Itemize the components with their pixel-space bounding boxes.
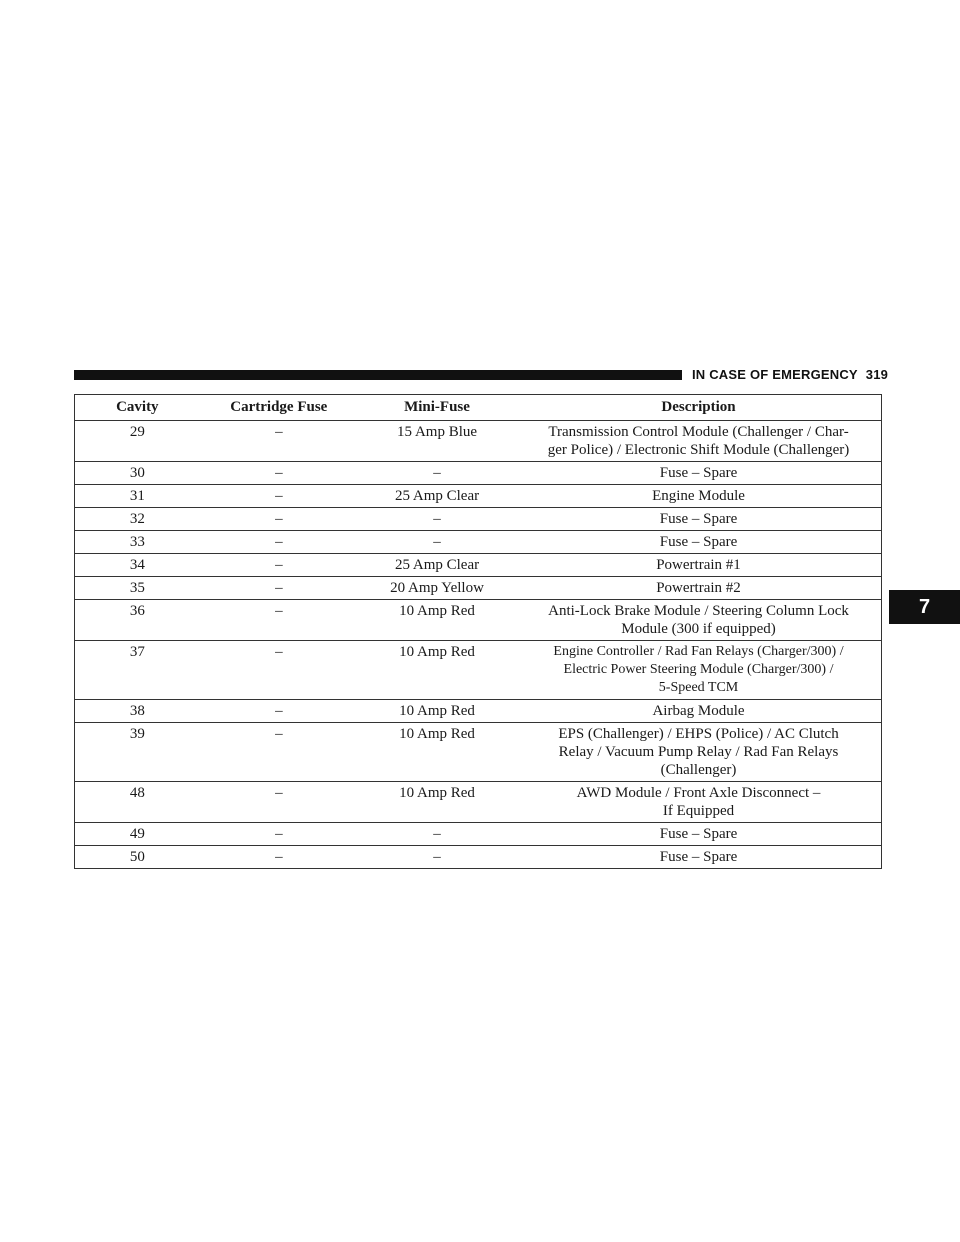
cell-cartridge-fuse: – (200, 531, 358, 554)
table-row (75, 641, 882, 700)
column-header-mini-fuse: Mini-Fuse (358, 395, 516, 421)
cell-description: Anti-Lock Brake Module / Steering Column Lock Module (300 if equipped) (516, 600, 881, 641)
cell-description: Fuse – Spare (516, 462, 881, 485)
cell-mini-fuse: 10 Amp Red (358, 600, 516, 641)
cell-mini-fuse: 10 Amp Red (358, 723, 516, 782)
cell-cartridge-fuse: – (200, 700, 358, 723)
cell-cartridge-fuse: – (200, 600, 358, 641)
cell-mini-fuse: – (358, 823, 516, 846)
cell-mini-fuse: 15 Amp Blue (358, 421, 516, 462)
cell-cavity: 34 (75, 554, 200, 577)
cell-cartridge-fuse: – (200, 846, 358, 869)
table-row (75, 723, 882, 782)
cell-cartridge-fuse: – (200, 421, 358, 462)
cell-cartridge-fuse: – (200, 508, 358, 531)
cell-cartridge-fuse: – (200, 577, 358, 600)
cell-cartridge-fuse: – (200, 462, 358, 485)
cell-mini-fuse: 20 Amp Yellow (358, 577, 516, 600)
table-row (75, 700, 882, 723)
cell-description: Engine Controller / Rad Fan Relays (Charger/300) / Electric Power Steering Module (Charger/300) / 5-Speed TCM (516, 641, 881, 700)
table-row (75, 823, 882, 846)
cell-description: Powertrain #2 (516, 577, 881, 600)
cell-mini-fuse: – (358, 462, 516, 485)
table-row (75, 600, 882, 641)
cell-cavity: 36 (75, 600, 200, 641)
cell-mini-fuse: 10 Amp Red (358, 782, 516, 823)
cell-mini-fuse: 10 Amp Red (358, 700, 516, 723)
cell-mini-fuse: 25 Amp Clear (358, 485, 516, 508)
table-row (75, 531, 882, 554)
section-title: IN CASE OF EMERGENCY (692, 367, 858, 382)
table-row (75, 421, 882, 462)
cell-cartridge-fuse: – (200, 554, 358, 577)
cell-cavity: 37 (75, 641, 200, 700)
cell-cavity: 30 (75, 462, 200, 485)
column-header-description: Description (516, 395, 881, 421)
cell-cartridge-fuse: – (200, 823, 358, 846)
cell-description: Transmission Control Module (Challenger / Char- ger Police) / Electronic Shift Module (Challenger) (516, 421, 881, 462)
page-number: 319 (865, 367, 889, 382)
cell-cavity: 31 (75, 485, 200, 508)
cell-description: Fuse – Spare (516, 508, 881, 531)
page-header (692, 366, 888, 384)
cell-description: Fuse – Spare (516, 846, 881, 869)
header-rule (74, 370, 682, 380)
cell-cavity: 35 (75, 577, 200, 600)
cell-cavity: 39 (75, 723, 200, 782)
cell-description: Powertrain #1 (516, 554, 881, 577)
cell-description: Fuse – Spare (516, 823, 881, 846)
cell-cartridge-fuse: – (200, 782, 358, 823)
cell-mini-fuse: 10 Amp Red (358, 641, 516, 700)
table-row (75, 485, 882, 508)
chapter-tab: 7 (889, 590, 960, 624)
table-header-row (75, 395, 882, 421)
cell-cartridge-fuse: – (200, 723, 358, 782)
cell-mini-fuse: – (358, 846, 516, 869)
cell-description: AWD Module / Front Axle Disconnect – If Equipped (516, 782, 881, 823)
table-row (75, 782, 882, 823)
cell-cavity: 33 (75, 531, 200, 554)
cell-mini-fuse: – (358, 531, 516, 554)
cell-mini-fuse: – (358, 508, 516, 531)
cell-cavity: 29 (75, 421, 200, 462)
cell-cavity: 32 (75, 508, 200, 531)
cell-cavity: 50 (75, 846, 200, 869)
column-header-cavity: Cavity (75, 395, 200, 421)
cell-cavity: 48 (75, 782, 200, 823)
cell-description: Airbag Module (516, 700, 881, 723)
table-row (75, 846, 882, 869)
cell-description: EPS (Challenger) / EHPS (Police) / AC Clutch Relay / Vacuum Pump Relay / Rad Fan Relays (Challenger) (516, 723, 881, 782)
table-row (75, 462, 882, 485)
table-row (75, 554, 882, 577)
cell-mini-fuse: 25 Amp Clear (358, 554, 516, 577)
cell-cavity: 49 (75, 823, 200, 846)
cell-description: Engine Module (516, 485, 881, 508)
table-row (75, 508, 882, 531)
cell-cavity: 38 (75, 700, 200, 723)
table-row (75, 577, 882, 600)
column-header-cartridge-fuse: Cartridge Fuse (200, 395, 358, 421)
cell-cartridge-fuse: – (200, 641, 358, 700)
cell-cartridge-fuse: – (200, 485, 358, 508)
fuse-table (74, 394, 882, 869)
cell-description: Fuse – Spare (516, 531, 881, 554)
